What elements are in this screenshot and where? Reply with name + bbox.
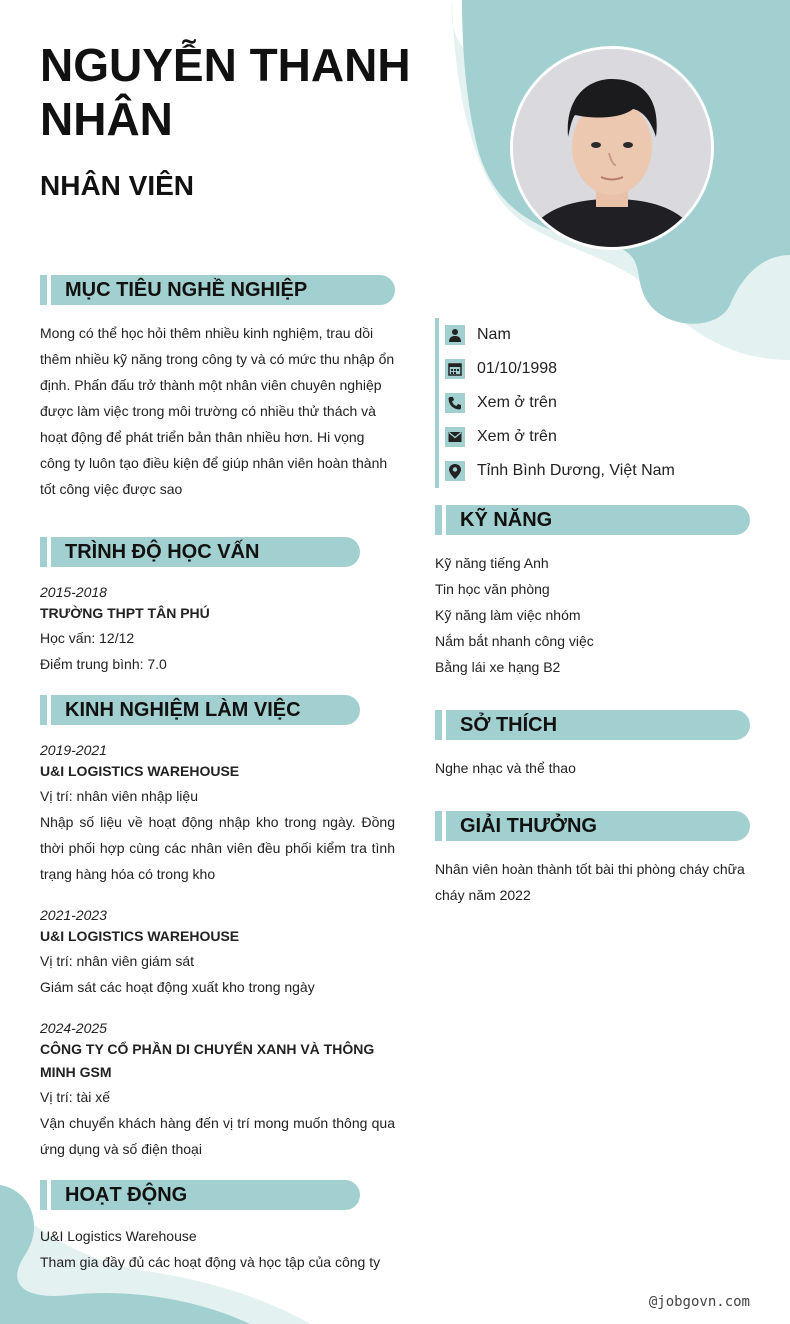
contact-phone-text: Xem ở trên xyxy=(477,394,557,411)
education-period: 2015-2018 xyxy=(40,584,107,600)
experience-position: Vị trí: nhân viên giám sát xyxy=(40,953,195,969)
contact-info xyxy=(435,318,755,488)
footer-watermark: @jobgovn.com xyxy=(648,1294,750,1310)
section-title-education: TRÌNH ĐỘ HỌC VẤN xyxy=(65,541,260,563)
section-title-activities: HOẠT ĐỘNG xyxy=(65,1184,188,1206)
experience-entry xyxy=(40,905,395,1000)
experience-period: 2019-2021 xyxy=(40,742,107,758)
contact-birthday-text: 01/10/1998 xyxy=(477,360,558,377)
experience-entry xyxy=(40,1018,395,1162)
section-title-experience: KINH NGHIỆM LÀM VIỆC xyxy=(65,699,301,721)
activities-entry xyxy=(40,1223,395,1275)
contact-email-text: Xem ở trên xyxy=(477,428,557,445)
location-pin-icon xyxy=(445,461,465,481)
experience-company: U&I LOGISTICS WAREHOUSE xyxy=(40,928,240,944)
profile-photo xyxy=(510,46,714,250)
skill-item: Nắm bắt nhanh công việc xyxy=(435,633,594,649)
section-title-objective: MỤC TIÊU NGHỀ NGHIỆP xyxy=(65,279,308,301)
person-icon xyxy=(445,325,465,345)
skill-item: Kỹ năng làm việc nhóm xyxy=(435,607,581,623)
education-school: TRƯỜNG THPT TÂN PHÚ xyxy=(40,605,210,621)
section-header-hobbies xyxy=(435,710,750,740)
section-header-education xyxy=(40,537,360,567)
experience-position: Vị trí: nhân viên nhập liệu xyxy=(40,788,198,804)
experience-description: Nhập số liệu về hoạt động nhập kho trong ngày. Đồng thời phối hợp cùng các nhân viên đều phối kiểm tra tình trạng hàng hóa có trong kho xyxy=(40,814,395,882)
skill-item: Kỹ năng tiếng Anh xyxy=(435,555,549,571)
experience-company: CÔNG TY CỔ PHẦN DI CHUYỂN XANH VÀ THÔNG MINH GSM xyxy=(40,1041,375,1080)
section-header-experience xyxy=(40,695,360,725)
avatar xyxy=(513,49,711,247)
contact-address-text: Tỉnh Bình Dương, Việt Nam xyxy=(477,462,675,479)
experience-entry xyxy=(40,740,395,887)
contact-birthday xyxy=(439,352,755,386)
calendar-icon xyxy=(445,359,465,379)
section-title-awards: GIẢI THƯỞNG xyxy=(460,815,597,837)
section-header-activities xyxy=(40,1180,360,1210)
section-title-skills: KỸ NĂNG xyxy=(460,509,553,531)
activities-text: Tham gia đầy đủ các hoạt động và học tập của công ty xyxy=(40,1254,381,1270)
objective-text: Mong có thể học hỏi thêm nhiều kinh nghiệm, trau dồi thêm nhiều kỹ năng trong công ty và có mức thu nhập ổn định. Phấn đấu trở thành một nhân viên chuyên nghiệp được làm việc trong môi trường có nhiều thử thách và hoạt động để phát triển bản thân nhiều hơn. Hi vọng công ty luôn tạo điều kiện để giúp nhân viên hoàn thành tốt công việc được sao xyxy=(40,325,395,497)
education-grade: Học vấn: 12/12 xyxy=(40,630,135,646)
skill-item: Bằng lái xe hạng B2 xyxy=(435,659,561,675)
education-entry xyxy=(40,582,395,677)
contact-email xyxy=(439,420,755,454)
name-line-2: NHÂN xyxy=(40,93,173,145)
job-title: NHÂN VIÊN xyxy=(40,170,195,201)
name-line-1: NGUYỄN THANH xyxy=(40,39,411,91)
contact-gender-text: Nam xyxy=(477,326,511,343)
experience-company: U&I LOGISTICS WAREHOUSE xyxy=(40,763,240,779)
experience-period: 2024-2025 xyxy=(40,1020,107,1036)
section-header-objective xyxy=(40,275,395,305)
activities-org: U&I Logistics Warehouse xyxy=(40,1228,197,1244)
hobbies-text: Nghe nhạc và thể thao xyxy=(435,760,576,776)
section-header-skills xyxy=(435,505,750,535)
skills-list xyxy=(435,550,750,680)
experience-period: 2021-2023 xyxy=(40,907,107,923)
skill-item: Tin học văn phòng xyxy=(435,581,550,597)
contact-address xyxy=(439,454,755,488)
experience-description: Vận chuyển khách hàng đến vị trí mong muốn thông qua ứng dụng và số điện thoại xyxy=(40,1115,395,1157)
candidate-name xyxy=(40,38,460,146)
section-header-awards xyxy=(435,811,750,841)
contact-phone xyxy=(439,386,755,420)
experience-position: Vị trí: tài xế xyxy=(40,1089,111,1105)
contact-gender xyxy=(439,318,755,352)
envelope-icon xyxy=(445,427,465,447)
section-title-hobbies: SỞ THÍCH xyxy=(460,714,558,736)
education-gpa: Điểm trung bình: 7.0 xyxy=(40,656,167,672)
phone-icon xyxy=(445,393,465,413)
awards-text: Nhân viên hoàn thành tốt bài thi phòng cháy chữa cháy năm 2022 xyxy=(435,861,745,903)
experience-description: Giám sát các hoạt động xuất kho trong ngày xyxy=(40,979,315,995)
